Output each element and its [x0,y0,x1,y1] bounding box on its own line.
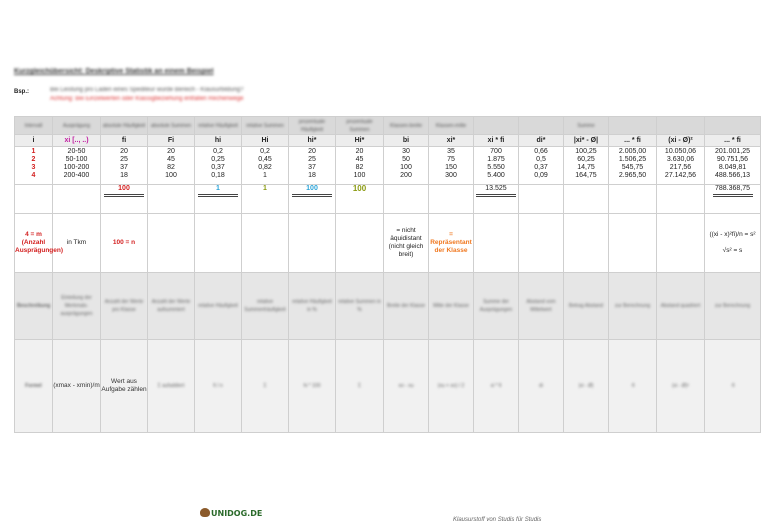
description-cell: relative Summen in % [336,273,384,340]
description-cell: relative Häufigkeit in % [289,273,336,340]
symbol-cell: xi [.., ..) [53,135,101,147]
table-cell: 300 [445,172,457,179]
data-column-cell [705,147,761,185]
table-cell: 0,2 [213,148,223,155]
table-cell: 45 [355,156,364,163]
table-cell: 20 [120,148,128,155]
formula-cell: (xi - Ø)² [657,340,705,433]
symbol-cell: hi* [289,135,336,147]
table-cell: 100 [400,164,412,171]
formula-cell: ·fi [705,340,761,433]
table-cell: 30 [402,148,410,155]
data-column-cell [519,147,564,185]
data-column-cell [564,147,609,185]
description-cell: Anzahl der Werte pro Klasse [101,273,148,340]
example-description: Bei Leistung pro Laden eines Spediteur wurde Bereich - Klausurbildung? [50,87,244,93]
table-cell: 150 [445,164,457,171]
data-column-cell [384,147,429,185]
table-cell: 20 [308,148,316,155]
table-cell: 10.050,06 [664,148,697,155]
table-cell: 18 [308,172,316,179]
table-cell: 700 [490,148,502,155]
statistics-table [14,116,761,433]
table-cell: 60,25 [577,156,595,163]
table-cell: 27.142,56 [664,172,697,179]
table-cell: 45 [167,156,175,163]
data-column-cell [657,147,705,185]
table-cell: 25 [308,156,316,163]
table-cell: 4 [31,172,36,179]
table-cell: 0,5 [536,156,546,163]
note-unit: in Tkm [66,239,87,246]
formula-cell: (xu + xo) / 2 [429,340,474,433]
table-cell: 8.049,81 [718,164,747,171]
table-cell: 1 [31,148,36,155]
table-cell: 201.001,25 [714,148,751,155]
header-cell: relative Summen [242,117,289,135]
formula-cell: Σ aufaddiert [148,340,195,433]
description-row-head: Beschreibung [15,273,53,340]
formula-cell: ·fi [609,340,657,433]
formula-cell: hi * 100 [289,340,336,433]
unidog-logo: UNIDOG.DE [200,508,262,518]
symbol-cell: i [15,135,53,147]
description-cell: relative Summenhäufigkeit [242,273,289,340]
table-cell: 75 [447,156,455,163]
table-cell: 0,18 [211,172,225,179]
table-cell: 82 [355,164,364,171]
table-cell: 1.875 [487,156,505,163]
description-cell: Einteilung der Merkmals-ausprägungen [53,273,101,340]
data-column-cell [148,147,195,185]
table-cell: 100 [353,172,366,179]
data-column-cell [101,147,148,185]
header-cell [705,117,761,135]
table-cell: 20 [167,148,175,155]
description-row [15,273,761,340]
data-column-cell [15,147,53,185]
table-cell: 100-200 [63,164,90,171]
header-cell [609,117,657,135]
sums-row [15,185,761,214]
symbol-cell: hi [195,135,242,147]
table-cell: 14,75 [577,164,595,171]
table-data-block [15,147,761,185]
table-cell: 35 [447,148,455,155]
data-column-cell [429,147,474,185]
header-cell: absolute Summen [148,117,195,135]
formula-cell: xo - xu [384,340,429,433]
formula-row-head: Formel [15,340,53,433]
table-cell: 545,75 [621,164,644,171]
table-cell: 2 [31,156,36,163]
header-cell: relative Häufigkeit [195,117,242,135]
table-cell: 0,37 [211,164,225,171]
header-cell: absolute Häufigkeit [101,117,148,135]
table-cell: 0,25 [211,156,225,163]
header-cell [657,117,705,135]
header-cell [519,117,564,135]
dog-icon [200,508,210,517]
table-cell: 20-50 [67,148,86,155]
table-cell: 0,2 [260,148,270,155]
formula-cell: |xi - Ø| [564,340,609,433]
header-cell: Summe [564,117,609,135]
formula-cell: di [519,340,564,433]
sum-Hi: 1 [263,185,267,192]
sum-Hi-star: 100 [352,184,367,193]
formula-cell: (xmax - xmin)/m [53,340,101,433]
sum-xifi: 13.525 [476,185,516,197]
symbol-cell: di* [519,135,564,147]
description-cell: Anzahl der Werte aufsummiert [148,273,195,340]
symbol-cell: |xi* - Ø| [564,135,609,147]
description-cell: Summe der Ausprägungen [474,273,519,340]
table-cell: 200 [400,172,412,179]
table-cell: 20 [355,148,364,155]
notes-row [15,214,761,273]
formula-cell: xi * fi [474,340,519,433]
table-cell: 5.400 [487,172,505,179]
formula-cell: Σ [336,340,384,433]
sum-fi: 100 [104,185,144,197]
note-n: 100 = n [112,239,136,246]
note-stddev: √s² = s [722,247,743,254]
sum-hi-star: 100 [292,185,332,197]
data-column-cell [289,147,336,185]
symbol-cell: fi [101,135,148,147]
data-column-cell [242,147,289,185]
table-cell: 0,37 [534,164,548,171]
table-cell: 18 [120,172,128,179]
symbol-cell: (xi - Ø)² [657,135,705,147]
data-column-cell [336,147,384,185]
table-cell: 82 [167,164,175,171]
symbol-cell: Hi [242,135,289,147]
symbol-cell: Fi [148,135,195,147]
example-warning: Achtung: Bei Einzelwerten oder Klassigbeziehung entfallen Rechenwege [50,96,244,102]
note-xi-star: = Repräsentant der Klasse [430,231,472,254]
table-header-row [15,117,761,135]
table-cell: 100,25 [575,148,597,155]
symbol-cell: bi [384,135,429,147]
data-column-cell [609,147,657,185]
table-cell: 50 [402,156,410,163]
data-column-cell [195,147,242,185]
header-cell: Ausprägung [53,117,101,135]
sum-last: 788.368,75 [713,185,753,197]
table-cell: 0,82 [258,164,272,171]
data-column-cell [53,147,101,185]
table-cell: 3.630,06 [666,156,695,163]
table-cell: 200-400 [63,172,90,179]
document-title: Kurzgleichübersicht: Deskriptive Statistik an einem Beispiel [14,68,214,75]
symbol-cell: xi* [429,135,474,147]
description-cell: Mitte der Klasse [429,273,474,340]
header-cell [474,117,519,135]
formula-cell: Σ [242,340,289,433]
table-cell: 0,66 [534,148,548,155]
table-cell: 50-100 [65,156,88,163]
table-cell: 5.550 [487,164,505,171]
table-cell: 100 [165,172,177,179]
table-cell: 90.751,56 [716,156,749,163]
table-cell: 3 [31,164,36,171]
example-label: Bsp.: [14,89,29,95]
formula-cell: fi / n [195,340,242,433]
note-m: 4 = m (Anzahl Ausprägungen) [15,231,64,254]
description-cell: Abstand quadriert [657,273,705,340]
description-cell: Abstand vom Mittelwert [519,273,564,340]
symbol-cell: Hi* [336,135,384,147]
description-cell: zur Berechnung [609,273,657,340]
table-cell: 164,75 [575,172,597,179]
data-column-cell [474,147,519,185]
description-cell: relative Häufigkeit [195,273,242,340]
symbol-row [15,135,761,147]
symbol-cell: xi * fi [474,135,519,147]
formula-row [15,340,761,433]
formula-cell: Wert aus Aufgabe zählen [101,340,148,433]
table-cell: 0,45 [258,156,272,163]
description-cell: Betrag Abstand [564,273,609,340]
header-cell: Intervall [15,117,53,135]
table-cell: 2.965,50 [618,172,647,179]
table-cell: 217,56 [669,164,692,171]
footer-text: Klausurstoff von Studis für Studis [453,517,542,523]
note-variance: ((xi - x)²fi)/n = s² [709,231,756,238]
sum-hi: 1 [198,185,238,197]
symbol-cell: ... * fi [705,135,761,147]
table-cell: 488.566,13 [714,172,751,179]
table-cell: 1 [263,172,267,179]
table-cell: 25 [120,156,128,163]
table-cell: 2.005,00 [618,148,647,155]
header-cell: Klassen-breite [384,117,429,135]
table-cell: 37 [120,164,128,171]
header-cell: prozentuale Häufigkeit [289,117,336,135]
description-cell: zur Berechnung [705,273,761,340]
symbol-cell: ... * fi [609,135,657,147]
table-cell: 37 [308,164,316,171]
description-cell: Breite der Klasse [384,273,429,340]
header-cell: prozentuale Summen [336,117,384,135]
table-cell: 0,09 [534,172,548,179]
table-cell: 1.506,25 [618,156,647,163]
header-cell: Klassen-mitte [429,117,474,135]
note-bi: = nicht äquidistant (nicht gleich breit) [388,227,424,258]
